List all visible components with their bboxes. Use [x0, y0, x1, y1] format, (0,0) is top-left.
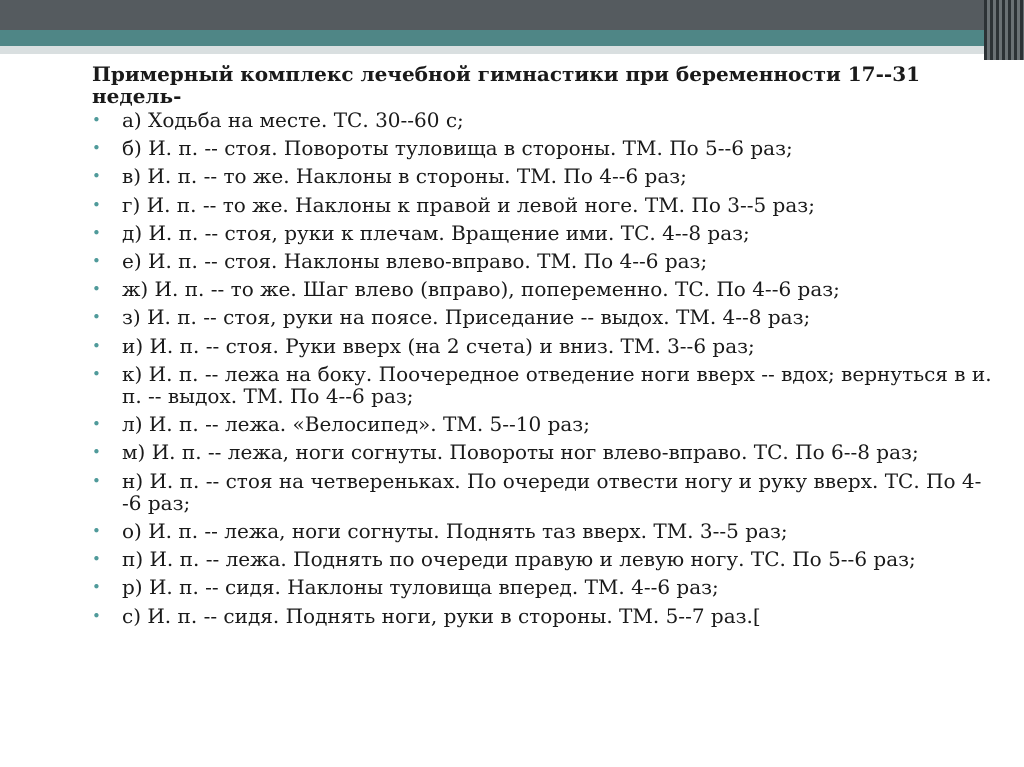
- list-item: [92, 548, 992, 570]
- bullet-dot-icon: •: [92, 471, 101, 490]
- list-item-text: м) И. п. -- лежа, ноги согнуты. Повороты ног влево-вправо. ТС. По 6--8 раз;: [122, 440, 919, 465]
- list-item: [92, 137, 992, 159]
- list-item: [92, 109, 992, 131]
- header-dark-band: [0, 0, 1024, 30]
- list-item-text: и) И. п. -- стоя. Руки вверх (на 2 счета) и вниз. ТМ. 3--6 раз;: [122, 333, 755, 358]
- header-teal-band: [0, 30, 1024, 46]
- bullet-dot-icon: •: [92, 223, 101, 242]
- list-item: [92, 576, 992, 598]
- bullet-dot-icon: •: [92, 195, 101, 214]
- bullet-dot-icon: •: [92, 111, 101, 129]
- list-item: [92, 194, 992, 216]
- list-item: [92, 520, 992, 542]
- bullet-dot-icon: •: [92, 606, 101, 625]
- list-item-text: в) И. п. -- то же. Наклоны в стороны. ТМ. По 4--6 раз;: [122, 164, 687, 189]
- list-item-text: о) И. п. -- лежа, ноги согнуты. Поднять таз вверх. ТМ. 3--5 раз;: [122, 519, 788, 544]
- list-item-text: к) И. п. -- лежа на боку. Поочередное отведение ноги вверх -- вдох; вернуться в и. п. -- выдох. ТМ. По 4--6 раз;: [122, 361, 992, 408]
- list-item: [92, 165, 992, 187]
- list-item-text: ж) И. п. -- то же. Шаг влево (вправо), попеременно. ТС. По 4--6 раз;: [122, 277, 840, 302]
- list-item-text: а) Ходьба на месте. ТС. 30--60 с;: [122, 108, 464, 132]
- bullet-dot-icon: •: [92, 522, 101, 541]
- list-item-text: д) И. п. -- стоя, руки к плечам. Вращение ими. ТС. 4--8 раз;: [122, 220, 750, 245]
- list-item: [92, 222, 992, 244]
- bullet-dot-icon: •: [92, 550, 101, 569]
- bullet-dot-icon: •: [92, 167, 101, 186]
- slide-title: Примерный комплекс лечебной гимнастики при беременности 17--31 недель-: [92, 62, 921, 108]
- list-item-text: п) И. п. -- лежа. Поднять по очереди правую и левую ногу. ТС. По 5--6 раз;: [122, 547, 916, 572]
- list-item: [92, 306, 992, 328]
- list-item: [92, 413, 992, 435]
- list-item-text: б) И. п. -- стоя. Повороты туловища в стороны. ТМ. По 5--6 раз;: [122, 136, 793, 161]
- list-item-text: н) И. п. -- стоя на четвереньках. По очереди отвести ногу и руку вверх. ТС. По 4--6 раз;: [122, 468, 982, 515]
- list-item: [92, 278, 992, 300]
- bullet-dot-icon: •: [92, 336, 101, 355]
- header-stripes: [984, 0, 1024, 60]
- list-item-text: г) И. п. -- то же. Наклоны к правой и левой ноге. ТМ. По 3--5 раз;: [122, 192, 815, 217]
- bullet-dot-icon: •: [92, 415, 101, 434]
- bullet-dot-icon: •: [92, 443, 101, 462]
- bullet-dot-icon: •: [92, 251, 101, 270]
- bullet-dot-icon: •: [92, 280, 101, 299]
- bullet-dot-icon: •: [92, 364, 101, 383]
- bullet-dot-icon: •: [92, 139, 101, 158]
- list-item: [92, 363, 992, 408]
- list-item-text: з) И. п. -- стоя, руки на поясе. Приседание -- выдох. ТМ. 4--8 раз;: [122, 305, 811, 330]
- list-item: [92, 250, 992, 272]
- list-item: [92, 470, 992, 515]
- list-item: [92, 335, 992, 357]
- list-item: [92, 605, 992, 627]
- list-item-text: р) И. п. -- сидя. Наклоны туловища вперед. ТМ. 4--6 раз;: [122, 575, 719, 600]
- exercise-list: [92, 109, 992, 627]
- list-item-text: с) И. п. -- сидя. Поднять ноги, руки в стороны. ТМ. 5--7 раз.[: [122, 603, 761, 628]
- header-decoration: [0, 0, 1024, 60]
- bullet-dot-icon: •: [92, 578, 101, 597]
- slide-content: [92, 63, 992, 633]
- bullet-dot-icon: •: [92, 308, 101, 327]
- list-item-text: л) И. п. -- лежа. «Велосипед». ТМ. 5--10 раз;: [122, 412, 590, 437]
- list-item: [92, 441, 992, 463]
- header-light-band: [0, 46, 1024, 54]
- list-item-text: е) И. п. -- стоя. Наклоны влево-вправо. ТМ. По 4--6 раз;: [122, 248, 708, 273]
